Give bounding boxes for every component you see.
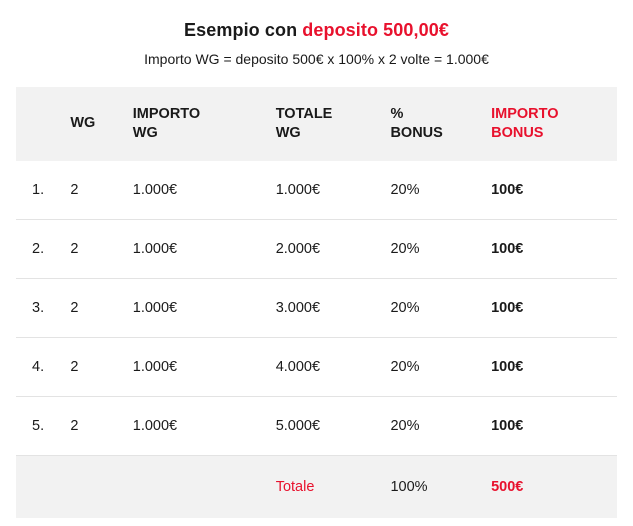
cell-importo-wg: 1.000€: [132, 182, 178, 198]
cell-importo-bonus: 100€: [491, 418, 524, 434]
cell-totale-wg: 3.000€: [275, 300, 321, 316]
total-cell-importo-wg: [133, 456, 276, 519]
cell-importo-wg: 1.000€: [132, 359, 178, 375]
cell-pct-bonus: 20%: [390, 182, 420, 198]
cell-totale-wg: 2.000€: [275, 241, 321, 257]
table-header: [16, 87, 617, 161]
cell-pct-bonus: 20%: [390, 359, 420, 375]
cell-index: 1.: [32, 182, 45, 198]
cell-pct-bonus: 20%: [390, 418, 420, 434]
cell-importo-bonus: 100€: [491, 182, 524, 198]
page-title-prefix: Esempio con: [184, 20, 303, 40]
table-row: [16, 279, 617, 338]
cell-importo-bonus: 100€: [491, 241, 524, 257]
cell-totale-wg: 1.000€: [275, 182, 321, 198]
table-row: [16, 161, 617, 220]
page-title: [0, 20, 633, 41]
table-total-row: [16, 456, 617, 519]
cell-pct-bonus: 20%: [390, 241, 420, 257]
table-row: [16, 397, 617, 456]
table-row: [16, 220, 617, 279]
cell-pct-bonus: 20%: [390, 300, 420, 316]
column-header-totale-wg: TOTALE WG: [275, 105, 333, 141]
cell-wg: 2: [70, 241, 79, 257]
column-header-importo-wg: IMPORTO WG: [132, 105, 201, 141]
cell-importo-wg: 1.000€: [132, 418, 178, 434]
total-label: Totale: [275, 479, 315, 495]
column-header-wg: WG: [70, 115, 96, 132]
cell-wg: 2: [70, 418, 79, 434]
cell-totale-wg: 5.000€: [275, 418, 321, 434]
column-header-index: [16, 87, 70, 161]
column-header-pct-bonus: % BONUS: [390, 105, 443, 141]
total-cell-importo-bonus: 500€: [491, 479, 524, 495]
column-header-importo-bonus: IMPORTO BONUS: [491, 105, 559, 141]
table-row: [16, 338, 617, 397]
total-cell-pct-bonus: 100%: [390, 479, 428, 495]
cell-index: 4.: [32, 359, 45, 375]
table-body: [16, 161, 617, 518]
total-cell-index: [16, 456, 70, 519]
cell-importo-bonus: 100€: [491, 359, 524, 375]
cell-importo-bonus: 100€: [491, 300, 524, 316]
cell-wg: 2: [70, 300, 79, 316]
cell-wg: 2: [70, 359, 79, 375]
cell-index: 2.: [32, 241, 45, 257]
page-subtitle: Importo WG = deposito 500€ x 100% x 2 volte = 1.000€: [144, 51, 489, 67]
cell-wg: 2: [70, 182, 79, 198]
page-title-highlight: deposito 500,00€: [302, 20, 449, 40]
cell-index: 5.: [32, 418, 45, 434]
cell-index: 3.: [32, 300, 45, 316]
cell-importo-wg: 1.000€: [132, 300, 178, 316]
header-row: [16, 87, 617, 161]
cell-totale-wg: 4.000€: [275, 359, 321, 375]
bonus-table: [16, 87, 617, 518]
total-cell-wg: [70, 456, 132, 519]
cell-importo-wg: 1.000€: [132, 241, 178, 257]
